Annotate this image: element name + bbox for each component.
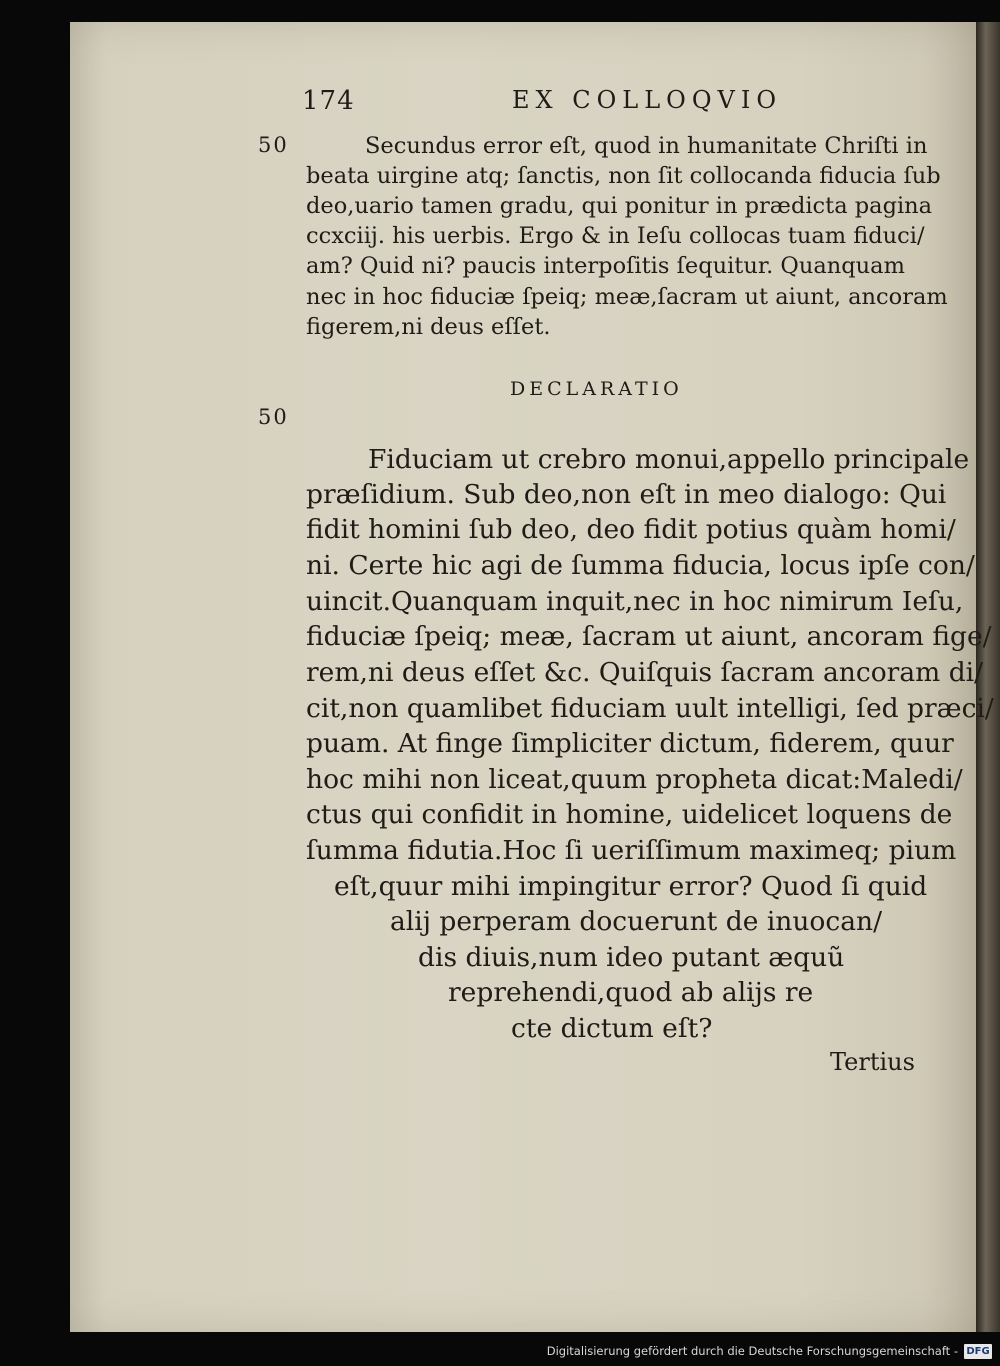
text-line: reprehendi,quod ab alijs re [448,977,814,1008]
text-line: ni. Certe hic agi de ſumma fiducia, locus ipſe con/ [306,550,975,581]
text-line: cte dictum eſt? [511,1013,713,1044]
text-line: hoc mihi non liceat,quum propheta dicat:Maledi/ [306,764,963,795]
section-heading: DECLARATIO [510,378,683,400]
text-line: uincit.Quanquam inquit,nec in hoc nimirum Ieſu, [306,586,964,617]
digitization-credit [547,1338,992,1364]
text-line: am? Quid ni? paucis interpoſitis ſequitur. Quanquam [306,253,905,279]
text-line: eſt,quur mihi impingitur error? Quod ſi quid [334,871,928,902]
text-line: præſidium. Sub deo,non eſt in meo dialogo: Qui [306,479,947,510]
text-line: figerem,ni deus eſſet. [306,314,551,340]
text-line: fiduciæ ſpeiq; meæ, ſacram ut aiunt, ancoram fige/ [306,621,992,652]
text-line: ſumma fidutia.Hoc ſi ueriſſimum maximeq; pium [306,835,957,866]
catchword: Tertius [830,1048,915,1076]
text-line: beata uirgine atq; ſanctis, non ſit collocanda fiducia ſub [306,163,941,189]
text-line: ctus qui confidit in homine, uidelicet loquens de [306,799,953,830]
text-line: deo,uario tamen gradu, qui ponitur in prædicta pagina [306,193,933,219]
text-line: cit,non quamlibet fiduciam uult intelligi, ſed præci/ [306,693,994,724]
page-number: 174 [302,86,355,116]
text-line: dis diuis,num ideo putant æquũ [418,942,845,973]
credit-text: Digitalisierung gefördert durch die Deutsche Forschungsgemeinschaft - [546,1344,958,1358]
text-line: Secundus error eſt, quod in humanitate Chriſti in [365,133,928,159]
text-line: fidit homini ſub deo, deo fidit potius quàm homi/ [306,514,956,545]
text-line: ccxciij. his uerbis. Ergo & in Ieſu collocas tuam fiduci/ [306,223,925,249]
running-title: EX COLLOQVIO [512,86,782,114]
text-line: Fiduciam ut crebro monui,appello principale [368,444,970,475]
text-line: nec in hoc fiduciæ ſpeiq; meæ,ſacram ut aiunt, ancoram [306,284,948,310]
margin-number: 50 [258,405,289,429]
dfg-logo: DFG [964,1344,992,1359]
text-line: puam. At finge ſimpliciter dictum, fiderem, quur [306,728,954,759]
margin-number: 50 [258,133,289,157]
text-line: rem,ni deus eſſet &c. Quiſquis ſacram ancoram di/ [306,657,984,688]
text-line: alij perperam docuerunt de inuocan/ [390,906,883,937]
